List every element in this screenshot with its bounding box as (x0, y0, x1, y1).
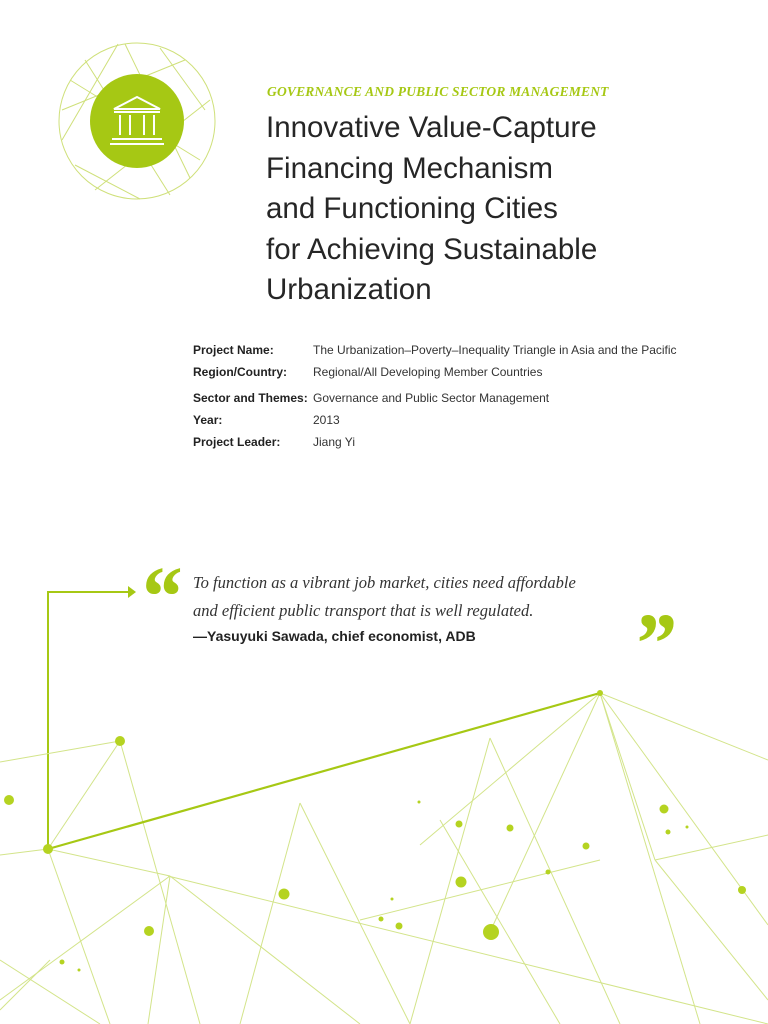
sector-label: Sector and Themes: (193, 391, 308, 405)
leader-value: Jiang Yi (313, 435, 356, 449)
title-line: Urbanization (266, 273, 432, 306)
region-label: Region/Country: (193, 365, 287, 379)
year-label: Year: (193, 413, 223, 427)
open-quote-mark: “ (138, 548, 181, 644)
leader-label: Project Leader: (193, 435, 281, 449)
close-quote-mark: ” (632, 595, 675, 691)
highlight-line (48, 693, 600, 849)
quote-text (193, 569, 576, 625)
title-line: for Achieving Sustainable (266, 232, 598, 266)
quote-connector (48, 586, 136, 849)
title-line: Financing Mechanism (266, 151, 553, 185)
network-lines (0, 693, 768, 1024)
emblem-circle (90, 74, 184, 168)
document-title (266, 108, 746, 311)
title-line: and Functioning Cities (266, 192, 558, 225)
quote-line: and efficient public transport that is well regulated. (193, 601, 534, 620)
year-value: 2013 (313, 413, 340, 427)
quote-line: To function as a vibrant job market, cities need affordable (193, 573, 576, 592)
category-label: GOVERNANCE AND PUBLIC SECTOR MANAGEMENT (267, 84, 609, 99)
sector-value: Governance and Public Sector Management (313, 391, 550, 405)
quote-attribution: —Yasuyuki Sawada, chief economist, ADB (193, 628, 476, 644)
project-name-value: The Urbanization–Poverty–Inequality Triangle in Asia and the Pacific (313, 343, 677, 357)
title-line: Innovative Value-Capture (266, 111, 597, 144)
region-value: Regional/All Developing Member Countries (313, 365, 543, 379)
project-name-label: Project Name: (193, 343, 274, 357)
